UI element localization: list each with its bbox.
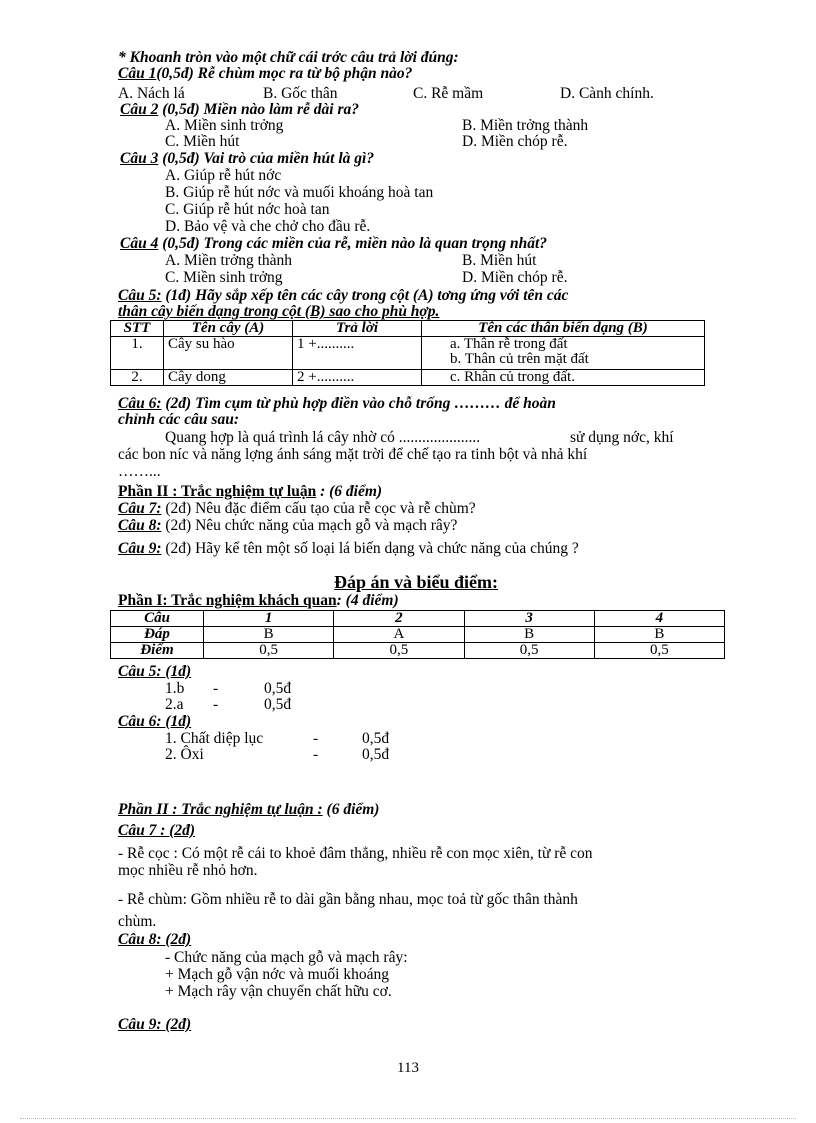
answer-9-label: Câu 9: (2đ) [118,1016,192,1033]
q2-option-b: B. Miền trởng thành [462,117,589,134]
q1-option-d: D. Cành chính. [560,85,654,102]
question-1-text: (0,5đ) Rễ chùm mọc ra từ bộ phận nào? [156,65,413,82]
a6-2-score: 0,5đ [362,746,390,763]
q4-option-b: B. Miền hút [462,252,537,269]
answer-5-label: Câu 5: (1đ) [118,663,192,680]
row-2-b [422,370,705,386]
b-option-a: a. Thân rễ trong đất [450,336,568,352]
question-5-text-1: (1đ) Hãy sắp xếp tên các cây trong cột (A) tơng ứng với tên các [165,287,569,304]
question-7-text: (2đ) Nêu đặc điểm cấu tạo của rễ cọc và rễ chùm? [165,500,476,517]
answer-6-line-2 [165,746,390,763]
q1-option-a: A. Nách lá [118,85,185,102]
answer-row-score [111,643,725,659]
question-7-label: Câu 7: [118,500,162,517]
answer-8-line-3: + Mạch rây vận chuyển chất hữu cơ. [165,983,392,1000]
row-1-name: Cây su hào [164,337,293,370]
a6-1-score: 0,5đ [362,730,390,747]
a5-1-dash: - [213,680,219,697]
q1-option-b: B. Gốc thân [263,85,338,102]
instruction-heading: * Khoanh tròn vào một chữ cái trớc câu trả lời đúng: [118,49,459,66]
cell: 2 [334,611,464,627]
a5-1-score: 0,5đ [264,680,292,697]
bottom-divider [20,1118,796,1119]
question-1 [118,66,412,82]
question-9 [118,541,579,557]
part-2-title: Phần II : Trắc nghiệm tự luận [118,483,317,500]
question-4-text: (0,5đ) Trong các miền của rễ, miền nào là quan trọng nhất? [162,235,548,252]
answer-6-label: Câu 6: (1đ) [118,713,192,730]
cell-label: Đáp [111,627,204,643]
q4-option-a: A. Miền trởng thành [165,252,293,269]
cell: 0,5 [594,643,724,659]
cell: B [594,627,724,643]
question-4-label: Câu 4 [120,235,159,252]
answer-row-question [111,611,725,627]
question-3-text: (0,5đ) Vai trò của miền hút là gì? [162,150,375,167]
question-6-label: Câu 6: [118,395,162,412]
question-9-text: (2đ) Hãy kể tên một số loại lá biến dạng và chức năng của chúng ? [165,540,579,557]
answer-5-line-2 [165,696,292,713]
q6-paragraph-3: ……... [118,463,161,480]
cell: 0,5 [464,643,594,659]
cell: 0,5 [334,643,464,659]
part-2-score: : (6 điểm) [320,483,383,500]
q6-paragraph-2: các bon níc và năng lợng ánh sáng mặt trời để chế tạo ra tinh bột và nhả khí [118,446,588,463]
question-7 [118,501,476,517]
question-8-text: (2đ) Nêu chức năng của mạch gỗ và mạch rây? [165,517,458,534]
answer-key-table [110,610,725,659]
a6-2-key: 2. Ôxi [165,746,204,763]
question-2 [120,102,359,118]
answer-6-line-1 [165,730,390,747]
part-2-heading [118,484,382,500]
answer-7-line-1: - Rễ cọc : Có một rễ cái to khoẻ đâm thẳng, nhiều rễ con mọc xiên, từ rễ con [118,845,593,862]
page-number: 113 [397,1060,419,1076]
answer-7-label: Câu 7 : (2đ) [118,822,196,839]
answer-8-label: Câu 8: (2đ) [118,931,192,948]
question-6 [118,396,556,412]
header-name-a: Tên cây (A) [164,321,293,337]
answer-row-answer [111,627,725,643]
header-name-b: Tên các thân biến dạng (B) [422,321,705,337]
table-row [111,337,705,370]
q3-option-c: C. Giúp rễ hút nớc hoà tan [165,201,330,218]
a6-1-key: 1. Chất diệp lục [165,730,264,747]
question-5 [118,288,568,304]
q1-option-c: C. Rễ mầm [413,85,484,102]
cell: B [204,627,334,643]
cell: 3 [464,611,594,627]
part-2a-score: (6 điểm) [326,801,380,818]
q6-paragraph-1b: sử dụng nớc, khí [570,429,674,446]
a5-2-score: 0,5đ [264,696,292,713]
question-4 [120,236,547,252]
part-2-answer-heading [118,802,379,818]
a5-1-key: 1.b [165,680,185,697]
header-answer: Trả lời [293,321,422,337]
row-2-stt: 2. [111,370,164,386]
q3-option-d: D. Bảo vệ và che chở cho đầu rễ. [165,218,371,235]
q4-option-d: D. Miền chóp rễ. [462,269,568,286]
a6-2-dash: - [313,746,319,763]
part-1a-score: : (4 điểm) [336,592,399,609]
b-option-b: b. Thân củ trên mặt đất [450,351,589,367]
part-1-answer-heading [118,593,399,609]
row-1-stt: 1. [111,337,164,370]
matching-table [110,320,705,386]
question-8 [118,518,457,534]
answer-7-line-4: chùm. [118,913,157,930]
q3-option-a: A. Giúp rễ hút nớc [165,167,282,184]
header-stt: STT [111,321,164,337]
cell-label: Câu [111,611,204,627]
question-2-text: (0,5đ) Miền nào làm rễ dài ra? [162,101,359,118]
answer-8-line-1: - Chức năng của mạch gỗ và mạch rây: [165,949,408,966]
cell: A [334,627,464,643]
cell-label: Điểm [111,643,204,659]
a5-2-key: 2.a [165,696,184,713]
b-option-c: c. Rhân củ trong đất. [450,369,575,385]
question-9-label: Câu 9: [118,540,162,557]
question-2-label: Câu 2 [120,101,159,118]
answer-5-line-1 [165,680,292,697]
question-8-label: Câu 8: [118,517,162,534]
answer-7-line-2: mọc nhiều rễ nhỏ hơn. [118,862,258,879]
row-2-name: Cây dong [164,370,293,386]
q3-option-b: B. Giúp rễ hút nớc và muối khoáng hoà tan [165,184,434,201]
q2-option-c: C. Miền hút [165,133,240,150]
question-6-text-2: chỉnh các câu sau: [118,411,239,428]
q2-option-d: D. Miền chóp rễ. [462,133,568,150]
cell: 0,5 [204,643,334,659]
cell: 1 [204,611,334,627]
a5-2-dash: - [213,696,219,713]
answer-7-line-3: - Rễ chùm: Gồm nhiều rễ to dài gần bằng nhau, mọc toả từ gốc thân thành [118,891,578,908]
question-1-label: Câu 1 [118,65,157,82]
question-5-label: Câu 5: [118,287,162,304]
row-2-answer[interactable]: 2 +.......... [293,370,422,386]
part-2a-title: Phần II : Trắc nghiệm tự luận : [118,801,323,818]
cell: B [464,627,594,643]
a6-1-dash: - [313,730,319,747]
question-3 [120,151,374,167]
question-5-text-2: thân cây biến dạng trong cột (B) sao cho phù hợp. [118,303,440,320]
table-row [111,370,705,386]
row-1-b [422,337,705,370]
q4-option-c: C. Miền sinh trởng [165,269,283,286]
answer-8-line-2: + Mạch gỗ vận nớc và muối khoáng [165,966,389,983]
q6-paragraph-1a: Quang hợp là quá trình lá cây nhờ có ..................... [165,429,481,446]
answers-title: Đáp án và biểu điểm: [333,572,499,592]
matching-table-header [111,321,705,337]
question-3-label: Câu 3 [120,150,159,167]
part-1a-title: Phần I: Trắc nghiệm khách quan [118,592,337,609]
row-1-answer[interactable]: 1 +.......... [293,337,422,370]
q2-option-a: A. Miền sinh trởng [165,117,284,134]
cell: 4 [594,611,724,627]
question-6-text-1: (2đ) Tìm cụm từ phù hợp điền vào chỗ trống ……… để hoàn [165,395,556,412]
